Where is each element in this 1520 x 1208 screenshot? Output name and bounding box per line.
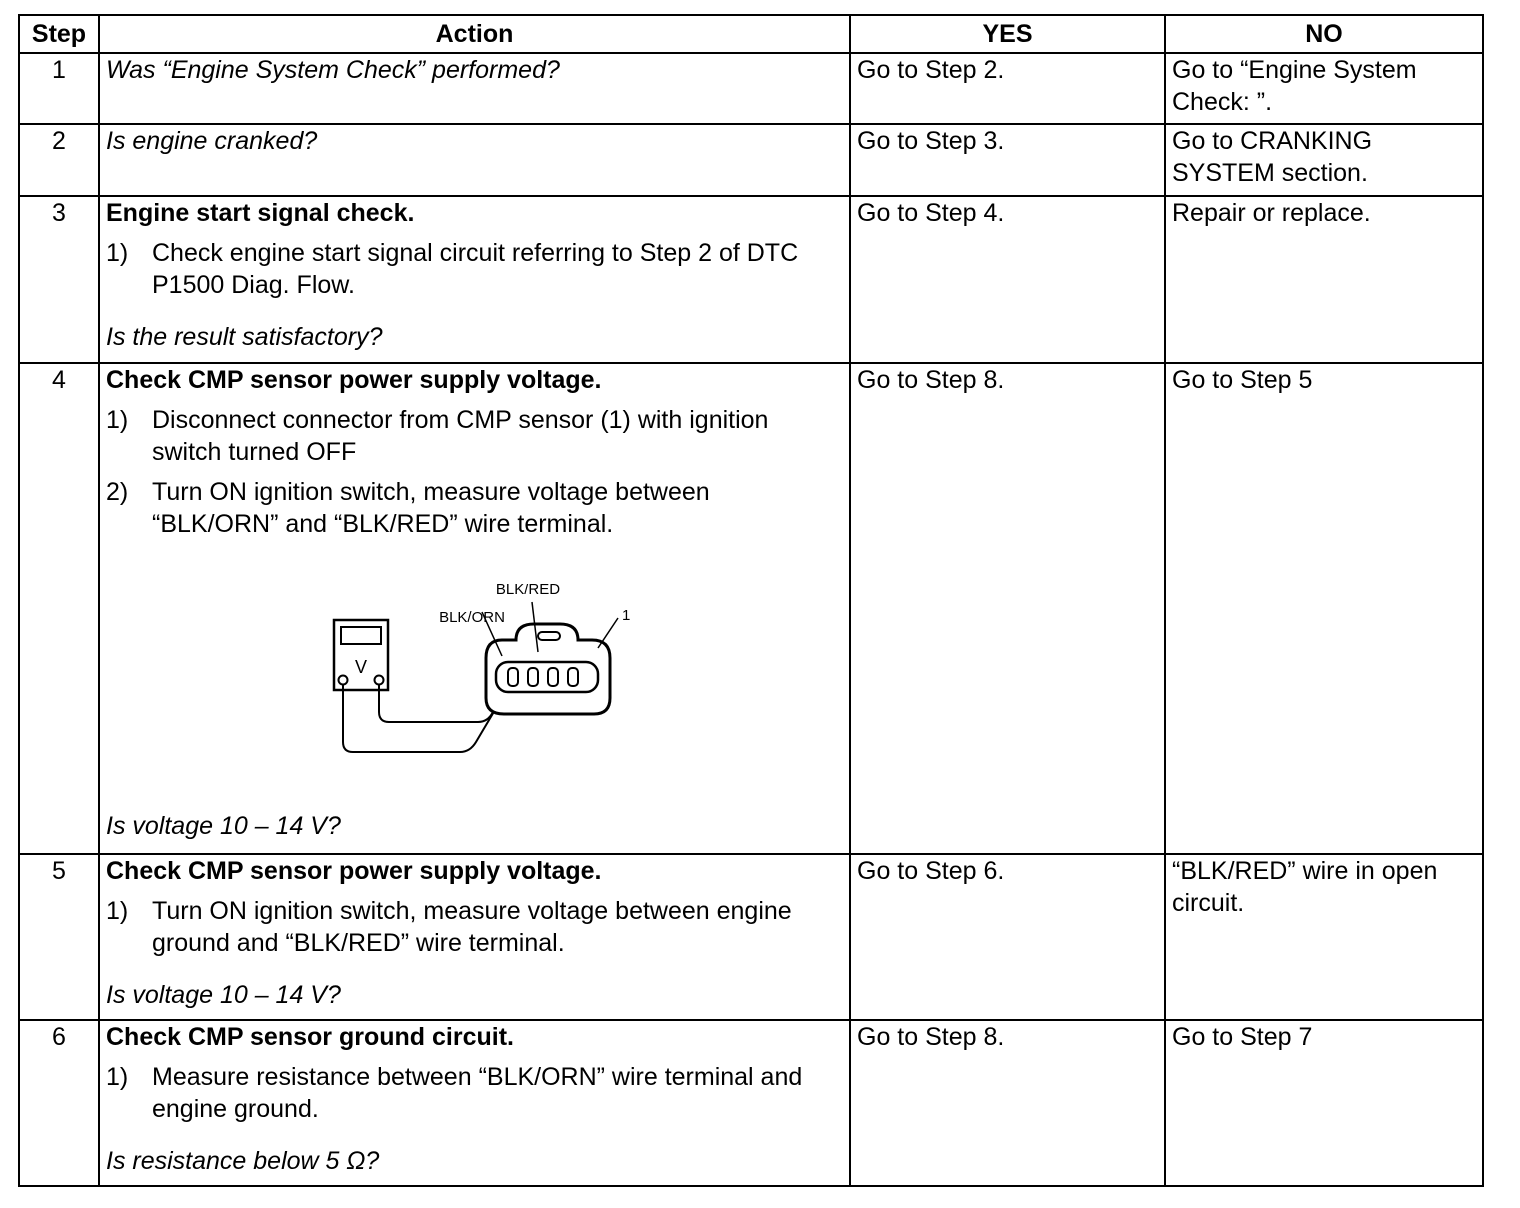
step-title: Check CMP sensor power supply voltage. [106, 857, 602, 885]
substep-number: 1) [106, 406, 129, 434]
step-title: Engine start signal check. [106, 199, 415, 227]
header-action: Action [99, 15, 850, 53]
substep-text: Turn ON ignition switch, measure voltage between “BLK/ORN” and “BLK/RED” wire terminal. [152, 478, 710, 538]
probe-terminal-icon [339, 676, 348, 685]
table-row [19, 53, 1483, 124]
action-cell [99, 53, 850, 124]
table-row [19, 363, 1483, 854]
substep-number: 1) [106, 239, 129, 267]
voltmeter-connector-illustration [332, 584, 632, 784]
substep-number: 1) [106, 1063, 129, 1091]
leader-line [598, 618, 618, 648]
no-cell: Repair or replace. [1165, 196, 1483, 363]
yes-cell: Go to Step 2. [850, 53, 1165, 124]
header-no: NO [1165, 15, 1483, 53]
table-row [19, 1020, 1483, 1186]
substep [106, 1061, 843, 1125]
action-cell [99, 854, 850, 1020]
label-blk-red: BLK/RED [495, 584, 561, 598]
terminal-pin [528, 668, 538, 686]
yes-cell: Go to Step 6. [850, 854, 1165, 1020]
substep-number: 1) [106, 897, 129, 925]
substep-number: 2) [106, 478, 129, 506]
terminal-pin [508, 668, 518, 686]
label-sensor-1: 1 [622, 607, 631, 624]
yes-cell: Go to Step 4. [850, 196, 1165, 363]
header-step: Step [19, 15, 99, 53]
step-title: Check CMP sensor ground circuit. [106, 1023, 514, 1051]
no-cell: “BLK/RED” wire in open circuit. [1165, 854, 1483, 1020]
substep-text: Disconnect connector from CMP sensor (1) with ignition switch turned OFF [152, 406, 769, 466]
substep-text: Turn ON ignition switch, measure voltage between engine ground and “BLK/RED” wire terminal. [152, 897, 792, 957]
step-number: 1 [19, 53, 99, 124]
test-lead-wire [343, 684, 508, 752]
step-number: 3 [19, 196, 99, 363]
step-question: Is resistance below 5 Ω? [106, 1147, 380, 1175]
no-cell: Go to Step 5 [1165, 363, 1483, 854]
step-question: Is voltage 10 – 14 V? [106, 812, 341, 840]
table-row [19, 854, 1483, 1020]
cmp-sensor-diagram [106, 540, 843, 810]
substep [106, 895, 843, 959]
step-question: Is the result satisfactory? [106, 323, 383, 351]
yes-cell: Go to Step 3. [850, 124, 1165, 196]
yes-cell: Go to Step 8. [850, 1020, 1165, 1186]
step-number: 4 [19, 363, 99, 854]
table-header-row [19, 15, 1483, 53]
substep [106, 237, 843, 301]
yes-cell: Go to Step 8. [850, 363, 1165, 854]
substep [106, 404, 843, 468]
substep-text: Measure resistance between “BLK/ORN” wire terminal and engine ground. [152, 1063, 803, 1123]
action-cell [99, 363, 850, 854]
table-row [19, 196, 1483, 363]
connector-lock-tab [538, 632, 560, 640]
table-row [19, 124, 1483, 196]
step-title: Check CMP sensor power supply voltage. [106, 366, 602, 394]
voltmeter-display [341, 627, 381, 644]
label-blk-orn: BLK/ORN [439, 609, 505, 626]
no-cell: Go to CRANKING SYSTEM section. [1165, 124, 1483, 196]
step-number: 6 [19, 1020, 99, 1186]
terminal-pin [548, 668, 558, 686]
header-yes: YES [850, 15, 1165, 53]
diagnostic-flow-table [18, 14, 1484, 1187]
action-cell [99, 196, 850, 363]
probe-terminal-icon [375, 676, 384, 685]
voltmeter-symbol: V [354, 657, 368, 677]
step-question: Was “Engine System Check” performed? [106, 56, 560, 84]
no-cell: Go to “Engine System Check: ”. [1165, 53, 1483, 124]
step-number: 2 [19, 124, 99, 196]
step-number: 5 [19, 854, 99, 1020]
step-question: Is voltage 10 – 14 V? [106, 981, 341, 1009]
substep-text: Check engine start signal circuit referring to Step 2 of DTC P1500 Diag. Flow. [152, 239, 799, 299]
action-cell [99, 124, 850, 196]
step-question: Is engine cranked? [106, 127, 318, 155]
no-cell: Go to Step 7 [1165, 1020, 1483, 1186]
substep [106, 476, 843, 540]
terminal-pin [568, 668, 578, 686]
action-cell [99, 1020, 850, 1186]
